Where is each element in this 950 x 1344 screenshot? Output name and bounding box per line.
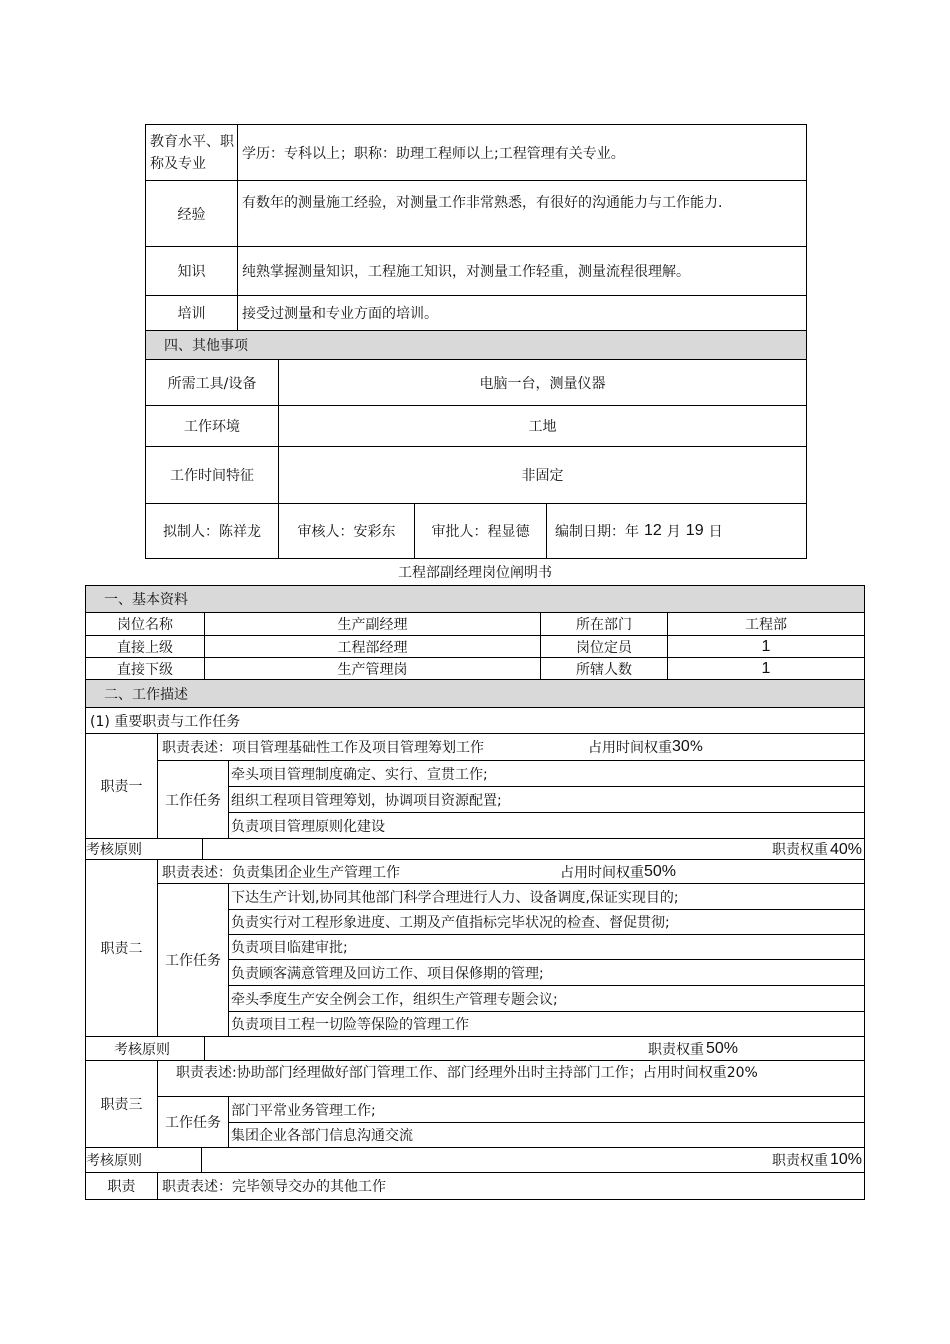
- duty2-task-5: [228, 985, 865, 1012]
- date-month-unit: 月: [666, 524, 681, 540]
- duty2-task-6-text: 负责项目工程一切险等保险的管理工作: [231, 1017, 469, 1033]
- training-value: [237, 295, 807, 331]
- subordinate-value-text: 生产管理岗: [337, 661, 408, 678]
- duty3-assess-label: [85, 1147, 202, 1173]
- duty3-task-2: [228, 1122, 865, 1148]
- knowledge-value-text: 纯熟掌握测量知识，工程施工知识，对测量工作轻重，测量流程很理解。: [242, 264, 690, 280]
- time-label: [145, 446, 279, 504]
- section4-title-text: 四、其他事项: [164, 338, 248, 354]
- duty2-task-3-text: 负责项目临建审批;: [231, 940, 348, 956]
- section1-title: [85, 585, 865, 613]
- duty2-label: [85, 859, 158, 1037]
- doc-title: [0, 562, 950, 584]
- subsection-title-text: (1) 重要职责与工作任务: [90, 713, 241, 730]
- duty3-desc: [157, 1060, 865, 1097]
- edu-label-text: 教育水平、职称及专业: [150, 134, 234, 172]
- time-label-text: 工作时间特征: [170, 468, 254, 484]
- duty2-task-label-text: 工作任务: [165, 953, 221, 969]
- exp-label: [145, 180, 238, 247]
- duty2-label-text: 职责二: [100, 941, 143, 957]
- duty3-label-text: 职责三: [100, 1097, 143, 1113]
- subsection-title: [85, 707, 865, 734]
- duty2-task-1: [228, 883, 865, 910]
- date-day: 19: [685, 522, 704, 539]
- duty2-desc: [157, 859, 865, 884]
- exp-value: [237, 180, 807, 247]
- duty2-time-value: 50%: [644, 862, 677, 880]
- duty3-task-2-text: 集团企业各部门信息沟通交流: [231, 1128, 413, 1144]
- drafter-text: 拟制人：陈祥龙: [163, 524, 261, 540]
- headcount-label: [540, 635, 668, 658]
- duty2-task-3: [228, 934, 865, 960]
- duty3-task-label: [157, 1096, 229, 1148]
- managed-label-text: 所辖人数: [576, 661, 632, 678]
- duty3-assess-label-text: 考核原则: [86, 1153, 142, 1169]
- duty1-time-value: 30: [672, 738, 690, 755]
- date-cell: [546, 503, 807, 559]
- duty2-assess-label-text: 考核原则: [114, 1041, 170, 1058]
- time-value-text: 非固定: [521, 468, 564, 484]
- duty2-task-label: [157, 883, 229, 1037]
- tools-value: [278, 359, 807, 406]
- training-value-text: 接受过测量和专业方面的培训。: [242, 306, 438, 322]
- post-name-label: [85, 612, 205, 636]
- superior-value: [204, 635, 541, 658]
- duty2-assess-label: [85, 1036, 205, 1061]
- duty3-task-1-text: 部门平常业务管理工作;: [231, 1102, 376, 1119]
- env-label-text: 工作环境: [184, 419, 240, 435]
- subordinate-label-text: 直接下级: [117, 661, 173, 678]
- managed-value-text: 1: [761, 659, 771, 677]
- duty1-time-label: 占用时间权重: [588, 740, 672, 756]
- time-value: [278, 446, 807, 504]
- section4-title: [145, 330, 807, 360]
- duty1-desc-text: 职责表述：项目管理基础性工作及项目管理筹划工作: [162, 740, 484, 756]
- date-day-unit: 日: [708, 524, 723, 540]
- duty1-task-label: [157, 760, 229, 839]
- env-value-text: 工地: [528, 419, 557, 435]
- duty2-task-6: [228, 1011, 865, 1037]
- duty1-label: [85, 733, 158, 839]
- duty2-task-1-text: 下达生产计划,协同其他部门科学合理进行人力、设备调度,保证实现目的;: [231, 889, 679, 906]
- duty1-label-text: 职责一: [100, 779, 143, 795]
- dept-value: [667, 612, 865, 636]
- duty2-task-4: [228, 959, 865, 986]
- edu-value: [237, 124, 807, 181]
- approver-cell: [414, 503, 547, 559]
- dept-label: [540, 612, 668, 636]
- duty3-desc-text: 职责表述:协助部门经理做好部门管理工作、部门经理外出时主持部门工作；占用时间权重20%: [176, 1065, 758, 1081]
- duty3-task-1: [228, 1096, 865, 1123]
- date-prefix: 编制日期：年: [555, 524, 639, 540]
- duty1-weight-label: 职责权重: [771, 842, 828, 858]
- superior-value-text: 工程部经理: [337, 639, 408, 656]
- tools-label: [145, 359, 279, 406]
- duty2-weight-label: 职责权重: [648, 1041, 704, 1058]
- tools-label-text: 所需工具/设备: [167, 375, 257, 392]
- superior-label-text: 直接上级: [117, 639, 173, 656]
- duty1-desc: [157, 733, 865, 761]
- duty4-desc: [157, 1172, 865, 1200]
- knowledge-value: [237, 246, 807, 296]
- subordinate-label: [85, 657, 205, 680]
- duty4-label-text: 职责: [107, 1179, 136, 1195]
- section1-title-text: 一、基本资料: [104, 592, 188, 608]
- duty3-weight: [201, 1147, 865, 1173]
- duty1-weight-value: 40%: [829, 841, 862, 858]
- duty1-task-3-text: 负责项目管理原则化建设: [231, 818, 385, 835]
- duty1-weight: [202, 838, 865, 860]
- dept-value-text: 工程部: [745, 617, 787, 633]
- duty1-assess-label-text: 考核原则: [86, 842, 142, 858]
- managed-label: [540, 657, 668, 680]
- dept-label-text: 所在部门: [576, 617, 632, 633]
- duty2-time-label: 占用时间权重: [560, 864, 644, 881]
- headcount-label-text: 岗位定员: [576, 639, 632, 656]
- post-name-value-text: 生产副经理: [337, 617, 408, 633]
- reviewer-cell: [278, 503, 415, 559]
- duty1-task-2: [228, 786, 865, 813]
- duty2-task-5-text: 牵头季度生产安全例会工作，组织生产管理专题会议;: [231, 991, 558, 1008]
- subordinate-value: [204, 657, 541, 680]
- duty3-weight-label: 职责权重: [771, 1153, 828, 1169]
- section2-title-text: 二、工作描述: [104, 686, 188, 703]
- duty1-task-1-text: 牵头项目管理制度确定、实行、宣贯工作;: [231, 766, 488, 783]
- duty4-desc-text: 职责表述：完毕领导交办的其他工作: [162, 1179, 386, 1195]
- reviewer-text: 审核人：安彩东: [297, 524, 396, 540]
- post-name-label-text: 岗位名称: [117, 617, 173, 633]
- headcount-value-text: 1: [761, 637, 771, 655]
- duty2-task-2: [228, 909, 865, 935]
- exp-value-text: 有数年的测量施工经验，对测量工作非常熟悉，有很好的沟通能力与工作能力.: [242, 195, 723, 211]
- duty2-task-2-text: 负责实行对工程形象进度、工期及产值指标完毕状况的检查、督促贯彻;: [231, 915, 670, 931]
- duty2-weight: [204, 1036, 865, 1061]
- duty1-task-3: [228, 812, 865, 839]
- edu-label: [145, 124, 238, 181]
- training-label: [145, 295, 238, 331]
- doc-title-text: 工程部副经理岗位阐明书: [398, 565, 552, 581]
- duty1-task-1: [228, 760, 865, 787]
- duty2-desc-text: 职责表述：负责集团企业生产管理工作: [162, 864, 400, 881]
- duty2-task-4-text: 负责顾客满意管理及回访工作、项目保修期的管理;: [231, 965, 544, 982]
- duty1-task-label-text: 工作任务: [165, 792, 221, 809]
- tools-value-text: 电脑一台，测量仪器: [479, 375, 606, 392]
- managed-value: [667, 657, 865, 680]
- exp-label-text: 经验: [177, 206, 206, 223]
- env-value: [278, 405, 807, 447]
- duty3-weight-value: 10%: [829, 1151, 862, 1168]
- duty3-task-label-text: 工作任务: [165, 1115, 221, 1131]
- section2-title: [85, 679, 865, 708]
- knowledge-label: [145, 246, 238, 296]
- drafter-cell: [145, 503, 279, 559]
- duty3-label: [85, 1060, 158, 1148]
- env-label: [145, 405, 279, 447]
- headcount-value: [667, 635, 865, 658]
- edu-value-text: 学历：专科以上；职称：助理工程师以上;工程管理有关专业。: [242, 145, 625, 162]
- date-month: 12: [644, 522, 662, 539]
- knowledge-label-text: 知识: [177, 264, 206, 280]
- post-name-value: [204, 612, 541, 636]
- superior-label: [85, 635, 205, 658]
- duty1-task-2-text: 组织工程项目管理筹划，协调项目资源配置;: [231, 792, 502, 809]
- training-label-text: 培训: [177, 306, 206, 322]
- approver-text: 审批人：程显德: [431, 524, 530, 540]
- duty2-weight-value: 50%: [706, 1039, 739, 1057]
- duty4-label: [85, 1172, 158, 1200]
- duty1-assess-label: [85, 838, 203, 860]
- duty1-time-unit: %: [689, 739, 704, 755]
